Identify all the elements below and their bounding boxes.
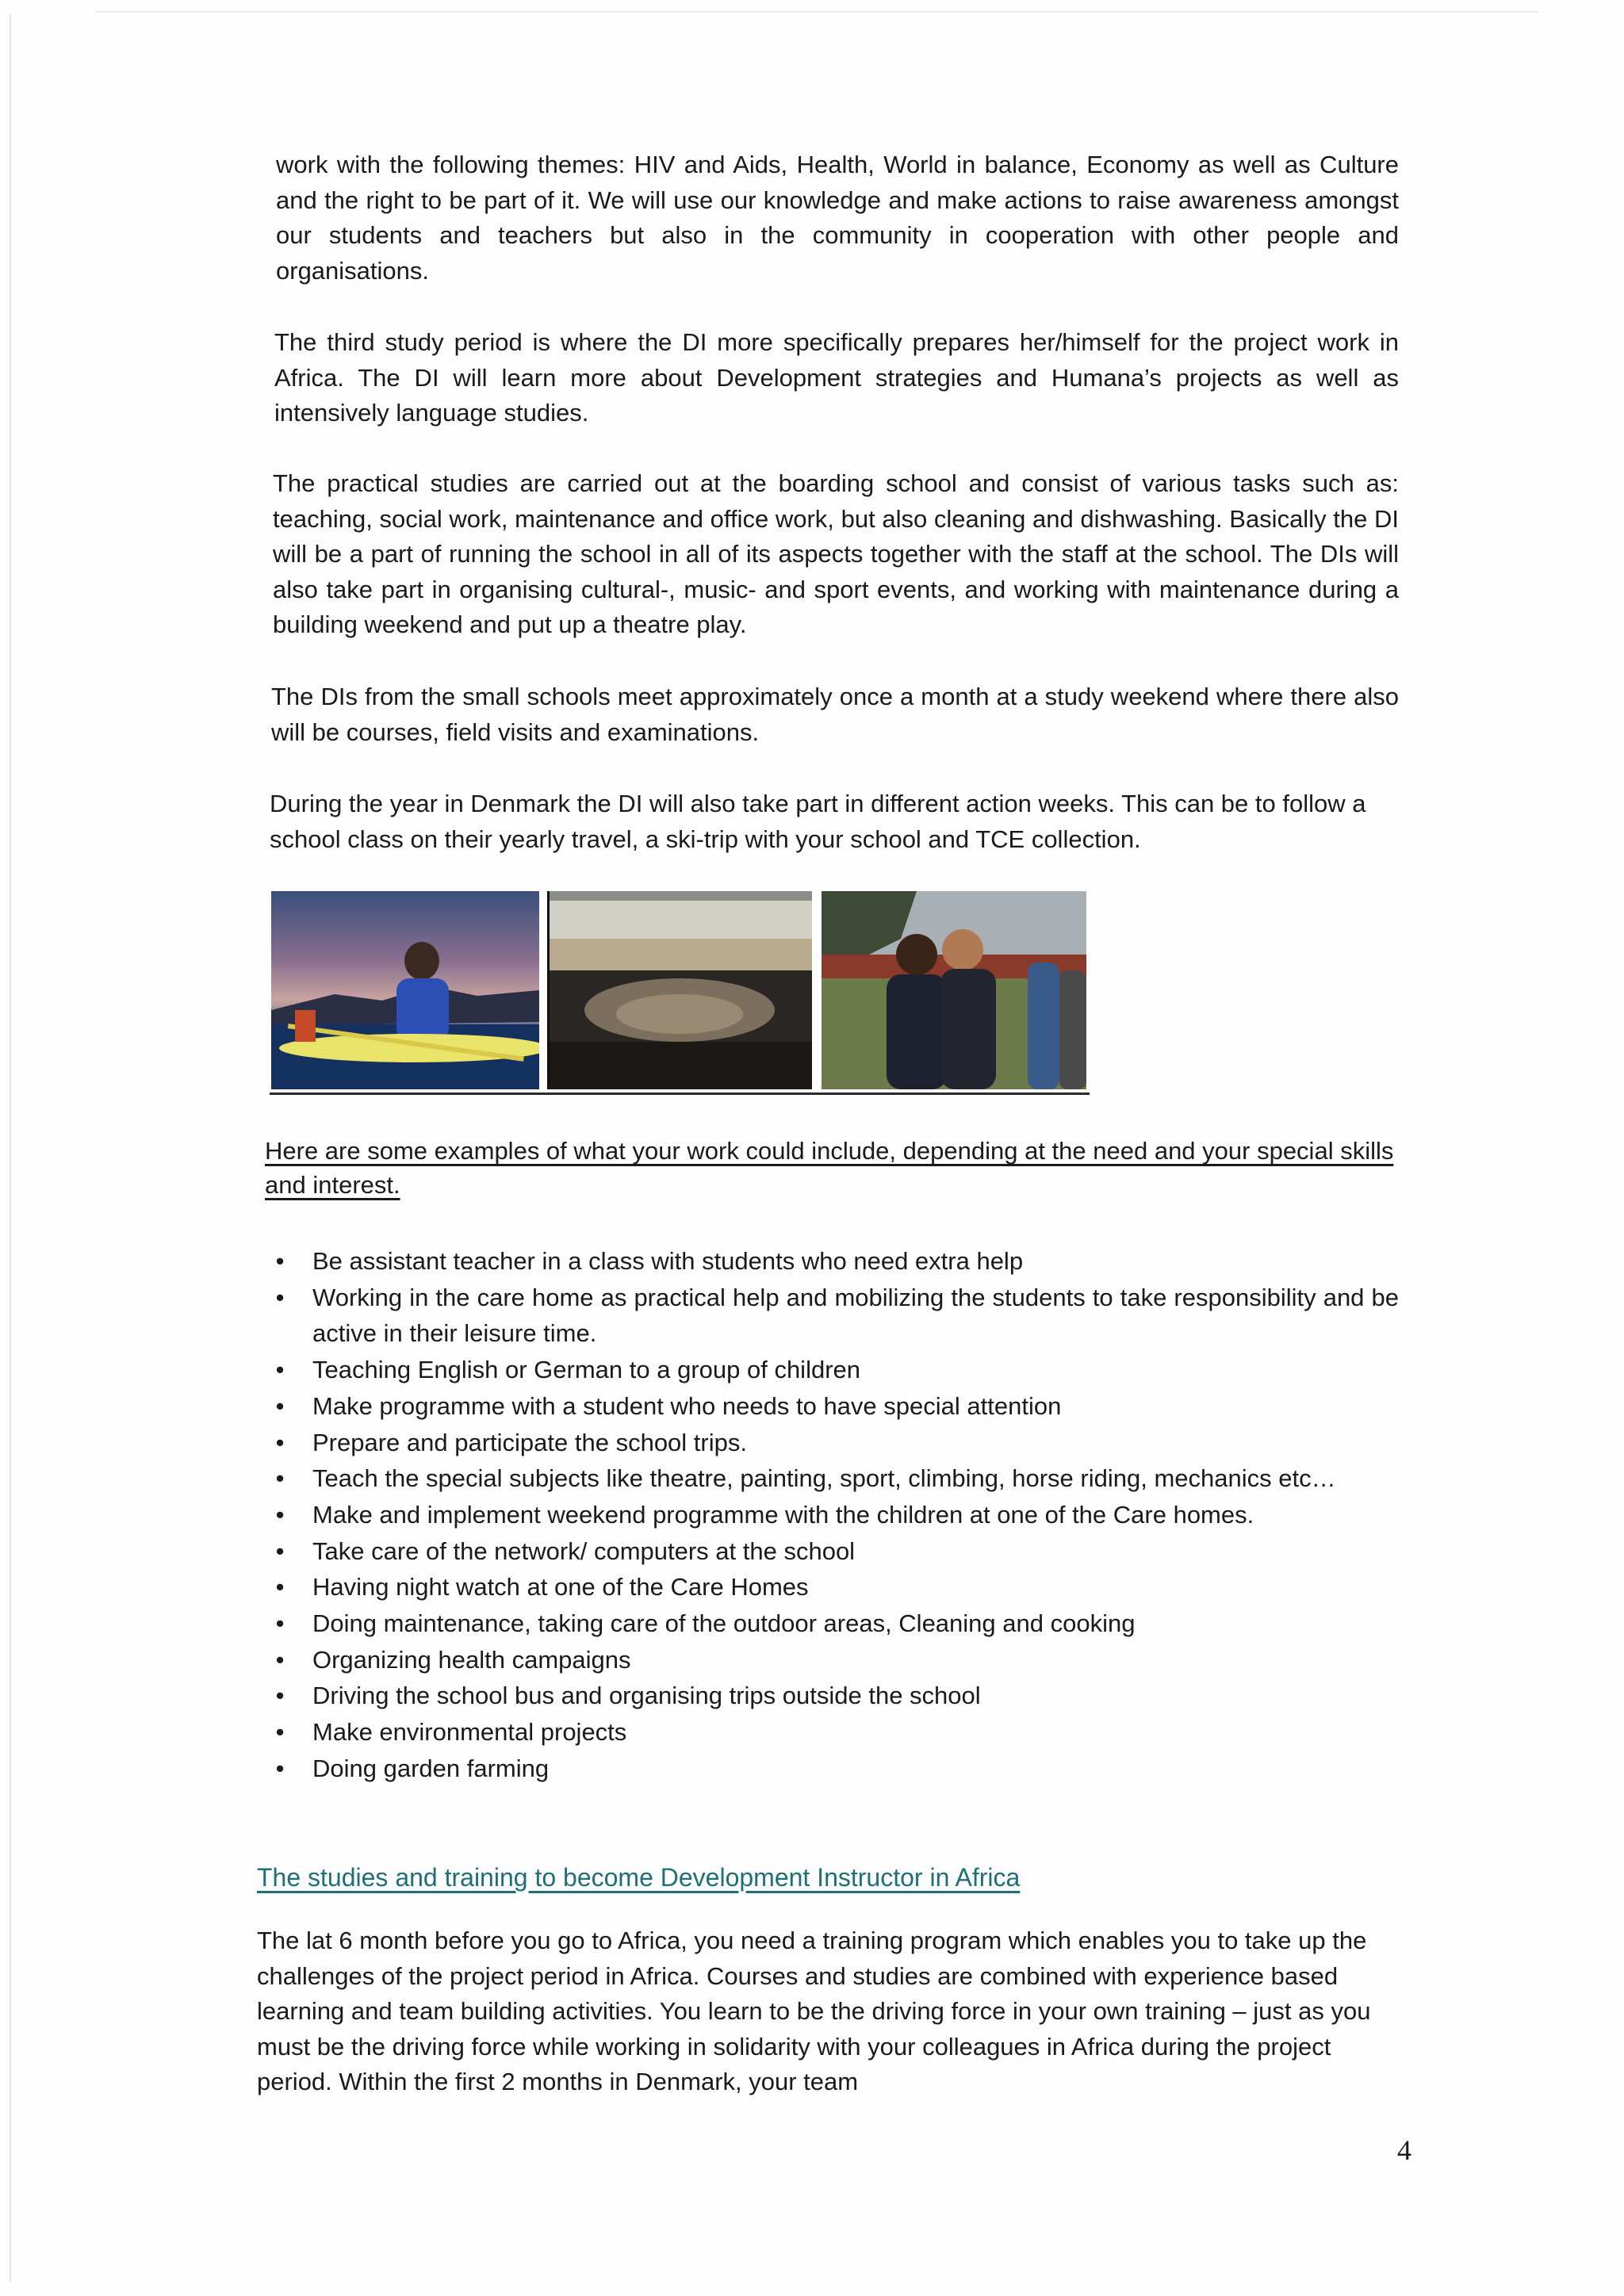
bullet-icon: • xyxy=(275,1428,285,1456)
bullet-icon: • xyxy=(275,1718,285,1747)
examples-intro: Here are some examples of what your work could include, depending at the need and your special skills and interest. xyxy=(265,1137,1394,1199)
list-item xyxy=(265,1243,1399,1280)
photo-two-friends xyxy=(822,891,1086,1089)
scan-edge-top xyxy=(95,11,1538,13)
list-item xyxy=(265,1388,1399,1425)
bullet-icon: • xyxy=(275,1464,285,1493)
list-item-text: Driving the school bus and organising trips outside the school xyxy=(312,1682,981,1710)
list-item xyxy=(265,1569,1399,1605)
bullet-icon: • xyxy=(275,1682,285,1710)
list-item xyxy=(265,1751,1399,1787)
paragraph-practical-studies: The practical studies are carried out at the boarding school and consist of various tasks such as: teaching, social work, maintenance and office work, but also cleaning and dishwashing. Basically the DI will be a part of running the school in all of its aspects together with the staff at the school. The DIs will also take part in organising cultural-, music- and sport events, and working with maintenance during a building weekend and put up a theatre play. xyxy=(273,469,1399,638)
list-item xyxy=(265,1425,1399,1461)
list-item-text: Make and implement weekend programme with the children at one of the Care homes. xyxy=(312,1500,1254,1529)
bullet-icon: • xyxy=(275,1356,285,1384)
list-item-text: Make programme with a student who needs to have special attention xyxy=(312,1391,1062,1420)
examples-list xyxy=(265,1243,1399,1787)
bullet-icon: • xyxy=(275,1754,285,1782)
list-item xyxy=(265,1605,1399,1642)
page-number: 4 xyxy=(1397,2134,1411,2166)
bullet-icon: • xyxy=(275,1573,285,1601)
list-item xyxy=(265,1714,1399,1751)
list-item-text: Teach the special subjects like theatre, painting, sport, climbing, horse riding, mechanics etc… xyxy=(312,1464,1336,1493)
list-item-text: Working in the care home as practical help and mobilizing the students to take responsibility and be active in their leisure time. xyxy=(312,1283,1399,1348)
photo-assembly-hall xyxy=(547,891,812,1089)
list-item xyxy=(265,1642,1399,1678)
bullet-icon: • xyxy=(275,1645,285,1674)
list-item xyxy=(265,1352,1399,1388)
bullet-icon: • xyxy=(275,1536,285,1565)
bullet-icon: • xyxy=(275,1283,285,1311)
list-item-text: Doing maintenance, taking care of the outdoor areas, Cleaning and cooking xyxy=(312,1609,1136,1638)
photo-strip xyxy=(271,891,1091,1093)
list-item xyxy=(265,1533,1399,1570)
paragraph-training-program: The lat 6 month before you go to Africa, you need a training program which enables you to take up the challenges of the project period in Africa. Courses and studies are combined with experience based learning and team building activities. You learn to be the driving force in your own training – just as you must be the driving force while working in solidarity with your colleagues in Africa during the project period. Within the first 2 months in Denmark, your team xyxy=(257,1927,1371,2095)
list-item-text: Teaching English or German to a group of children xyxy=(312,1356,861,1384)
paragraph-action-weeks: During the year in Denmark the DI will also take part in different action weeks. This can be to follow a school class on their yearly travel, a ski-trip with your school and TCE collection. xyxy=(270,790,1366,853)
scan-edge-left xyxy=(10,14,11,2282)
section-heading: The studies and training to become Development Instructor in Africa xyxy=(257,1863,1021,1892)
list-item-text: Make environmental projects xyxy=(312,1718,627,1747)
photo-underline-rule xyxy=(270,1093,1090,1095)
list-item xyxy=(265,1497,1399,1533)
list-item xyxy=(265,1280,1399,1352)
bullet-icon: • xyxy=(275,1247,285,1275)
paragraph-third-study-period: The third study period is where the DI more specifically prepares her/himself for the project work in Africa. The DI will learn more about Development strategies and Humana’s projects as well as intensively language studies. xyxy=(274,328,1399,427)
bullet-icon: • xyxy=(275,1609,285,1638)
list-item-text: Prepare and participate the school trips. xyxy=(312,1428,747,1456)
list-item-text: Organizing health campaigns xyxy=(312,1645,631,1674)
list-item-text: Doing garden farming xyxy=(312,1754,550,1782)
paragraph-themes: work with the following themes: HIV and Aids, Health, World in balance, Economy as well as Culture and the right to be part of it. We will use our knowledge and make actions to raise awareness amongst our students and teachers but also in the community in cooperation with other people and organisations. xyxy=(276,151,1399,285)
list-item-text: Be assistant teacher in a class with students who need extra help xyxy=(312,1247,1024,1275)
photo-kayak xyxy=(271,891,539,1089)
list-item xyxy=(265,1460,1399,1497)
paragraph-study-weekend: The DIs from the small schools meet approximately once a month at a study weekend where there also will be courses, field visits and examinations. xyxy=(271,683,1399,746)
list-item-text: Having night watch at one of the Care Homes xyxy=(312,1573,809,1601)
list-item xyxy=(265,1678,1399,1714)
list-item-text: Take care of the network/ computers at the school xyxy=(312,1536,856,1565)
bullet-icon: • xyxy=(275,1391,285,1420)
bullet-icon: • xyxy=(275,1500,285,1529)
